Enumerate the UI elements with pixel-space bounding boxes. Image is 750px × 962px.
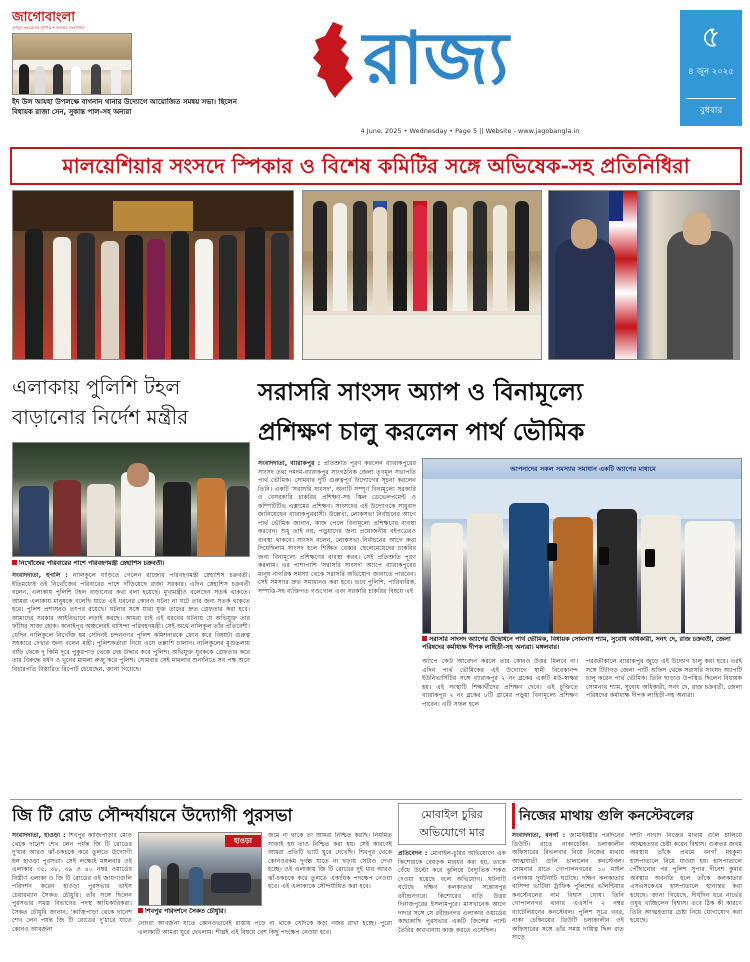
gt-road-photo: [138, 832, 262, 906]
meeting-photo: [302, 190, 542, 360]
gt-road-headline: জি টি রোড সৌন্দর্যায়নে উদ্যোগী পুরসভা: [12, 806, 293, 826]
police-body: [12, 572, 250, 794]
mobile-body-text: মোবাইল-চুরির অভিযোগে এক কিশোরকে বেধড়ক মারধর করা হয়, তাকে বেঁধে উল্টো করে ঝুলিয়ে বৈদ্যুতিক শকও দেওয়া হয়েছে বলে অভিযোগ। ঘটনাটি ঘটেছে দক্ষিণ কলকাতার সন্তোষপুর রবীন্দ্রনগরে। কিশোরের বাড়ি উত্তর দিনাজপুরের ইসলামপুরে। মাসখানেক আগে দাদার সঙ্গে সে রবীন্দ্রনগর এলাকার ওয়ার্ডের কাছাকাছি পুরসভার একটি জিন্সের প্যান্ট তৈরির কারখানায় কাজ করতে এসেছিল।: [398, 850, 506, 934]
gt-road-caption: শিবপুর পরিদর্শনে সৈকত চৌধুরি।: [138, 908, 262, 917]
page-title: [305, 10, 575, 110]
police-body-text: নালিকুলে বাড়িতে গেলেন রাজ্যের পরিবহণমন্ত্রী স্নেহাশিস চক্রবর্তী। ইতিমধ্যেই ওই নিখোঁজের পরিবারের পাশে দাঁড়িয়েছে রাজ্য সরকার। এদিন স্নেহাশিস চক্রবর্তী বলেন, এলাকায় পুলিশি টহল বাড়ানোর কথা বলা হয়েছে। মুখ্যমন্ত্রীও বলেছেন সতর্ক থাকতে। আমরা এলাকায় মানুষকে বলেছি যাতে এই ধরনের কোনও ঘটনা না ঘটে তার জন্য সতর্ক থাকতে হবে। পুলিশ প্রশাসনও তৎপর রয়েছে। ঘটনার সঙ্গে যারা যুক্ত তাদের দ্রুত গ্রেফতার করা হবে। আমাদের সরকার আইনিভাবে লড়াই করছে। আমরা চাই এই ধরনের ঘটনায় যে অভিযুক্ত তার ফাঁসির সাজা হোক। কানাইপুর অঞ্চলেরই বাসিন্দা পরিবহণমন্ত্রী। সেই অর্থে নালিকুল তাঁর প্রতিবেশী। যেদিন নালিকুলে নিখোঁজ হয় সেদিনই চন্দননগর পুলিশ কমিশনারকে ফোন করে বিষয়টা গুরুত্ব সহকারে দেখার জন্য বলেন মন্ত্রী। পুলিশকর্তারা নিয়ে এসে তল্লাশি চালান। নালিকুলের মুগুতলায় বাড়ি থেকে দু কিমি দূরে পুকুরপাড় থেকে দেহ উদ্ধার করে পুলিশ। অভিযুক্ত যুবককে গ্রেফতার করে তার বিরুদ্ধে ধর্ষণ ও খুনের মামলা রুজু করে পুলিশ। সোমবার সেই মামলার শুনানিতে সব পক্ষ শুনে বিচারপতি বিস্তারিত রিপোর্ট চেয়েছেন, জানা গিয়েছে।: [12, 572, 250, 673]
app-headline: [258, 372, 742, 454]
app-col1: [258, 460, 416, 794]
constable-col1-text: জামাইষষ্ঠীর পরদিনের ডিউটি। রাতে নাকাচেকিং চলাকালীন অফিসারের রিভলবার নিয়ে নিজের মাথায় আত্মঘাতী গুলি চালালেন কনস্টেবল। সোমবার রাতে গোপালনগরের ১০ মাইল এলাকায় দুর্ঘটনাটি ঘটেছে। দক্ষিণ কলকাতার বাসিন্দা ভাটিয়া ট্রাফিক পুলিশের ভলিন্টিয়ার কনস্টেবলের নাম বিশ্বাস ঘোষ। তিনি গোপালনগর থানার এএসপি ২ নম্বর ব্যাটেলিয়নের কনস্টেবল। পুলিশ সূত্রে খবর, নাকা চেকিংয়ের ডিউটি চলাকালীন ওই অফিসারের সঙ্গে তাঁর সমস্ত দায়িত্ব ছিল রাত সাড়ে: [512, 832, 624, 941]
app-col2: অ্যাপে কেউ আবেদন করলে তার কোনও উত্তর মিলবে না। এদিন পার্থ ভৌমিকের এই উদ্যোগে স্বামী বিবেকানন্দ ইউনিভার্সিটির সঙ্গে ব্যারাকপুর ২ নং ব্লকের একটি মউ-স্বাক্ষর হয়। এই সংস্থাটি শিক্ষার্থীদের প্রশিক্ষণ দেবে। এই চুক্তিতে ব্যারাকপুর ২ নং ব্লকের ৮টি গ্রামের পড়ুয়া বিনামূল্যে প্রশিক্ষণ পাবেন। এটি সফল হলে: [422, 658, 578, 708]
constable-col1: [512, 832, 624, 956]
masthead-title: রাজ্য: [363, 15, 509, 100]
constable-col2: দশটা নাগাদ নিজের মাথায় গুলি চালিয়ে আত্মহত্যার চেষ্টা করেন বিশ্বাস। গুরুতর জখম অবস্থায় তাঁকে প্রথমে বনগাঁ মহকুমা হাসপাতালে নিয়ে যাওয়া হয়। হাসপাতালে পৌঁছানোর পর পুলিশ সুপার দীনেশ কুমার অবস্থার অবনতি হলে তাঁকে কলকাতার এসএসকেএম হাসপাতালে স্থানান্তর করা হয়েছে। জানা গিয়েছে, দীর্ঘদিন ধরে নার্ভের ওষুধ খাচ্ছিলেন বিশ্বাস। তবে ঠিক কী কারণে তিনি আত্মহত্যার চেষ্টা নিয়ে যোগাযোগ করা হয়েছে।: [630, 832, 742, 924]
handshake-photo: [548, 190, 740, 360]
minister-caption: নিখোঁজের পরিবারের পাশে পরিবহণমন্ত্রী স্নেহাশিস চক্রবর্তী।: [12, 560, 250, 569]
mobile-headline: [398, 803, 506, 845]
issue-date: ৪ জুন ২০২৫: [688, 67, 734, 77]
section-divider: [10, 799, 742, 800]
weekday: বুধবার: [699, 106, 723, 116]
gt-road-col2: জমে না থাকে তা আমরা নিশ্চিত করছি। নিয়মিত সাফাই হয় তাও নিশ্চিত করা হয়। সেই কারণেই আমরা প্রতিটি ভ্যাট ঘুরে দেখেছি। শিবপুর থেকে কোনওরকম দুর্গন্ধ যাতে না ছড়ায় সেটাও দেখা হচ্ছে। ওই এলাকায় জি টি রোডের দুই ধার আরও ঝাঁ-চকচকে করে তুলতে একাধিক পদক্ষেপ নেওয়া হবে। এই এলাকাকে সৌন্দর্যায়িত করা হবে।: [268, 832, 392, 890]
app-launch-photo: [422, 458, 742, 634]
mobile-body: [398, 850, 506, 956]
page-number: ৫: [701, 20, 721, 55]
date-box: [680, 10, 742, 126]
police-headline: [12, 372, 250, 436]
bengal-map-icon: [305, 20, 365, 100]
promo-photo: [12, 33, 132, 95]
promo-box: [10, 8, 240, 126]
banner-headline: [10, 147, 742, 185]
app-headline-line2: প্রশিক্ষণ চালু করলেন পার্থ ভৌমিক: [258, 418, 585, 446]
divider: [686, 98, 736, 99]
police-byline: সংবাদদাতা, হুগলি :: [12, 572, 68, 579]
brand-tagline: তৃণমূল কংগ্রেসের মুখপত্র • বাংলার সংবাদপত্র: [12, 25, 85, 30]
mobile-headline-line2: অভিযোগে মার: [419, 826, 485, 839]
gt-road-col1: [12, 832, 132, 956]
app-headline-line1: সরাসরি সাংসদ অ্যাপ ও বিনামূল্যে: [258, 378, 583, 406]
howrah-tag: হাওড়া: [225, 835, 261, 847]
brand-logo: জাগোবাংলা: [12, 10, 75, 25]
app-col3: পরবর্তীকালে ব্যারাকপুর জুড়ে এই উদ্যোগ চালু করা হবে। এরই সঙ্গে টিটাগড় জেলা পার্টি অফিস থেকে সরাসরি সাংসদ অ্যাপটি চালু করেন পার্থ ভৌমিক। তিনি ছাড়াও উপস্থিত ছিলেন বিধায়ক সোমনাথ শ্যাম, সুবোধ অধিকারী, সনৎ দে, রাজ চক্রবর্তী, জেলা পরিষদের কর্মাধ্যক্ষ দীপক লাহিড়ী-সহ অন্যরা।: [586, 658, 742, 699]
police-headline-line2: বাড়ানোর নির্দেশ মন্ত্রীর: [12, 405, 189, 429]
mobile-byline: প্রতিবেদন :: [398, 850, 428, 857]
gt-road-byline: সংবাদদাতা, হাওড়া :: [12, 832, 66, 839]
app-photo-banner: আপনাদের সকল সমস্যার সমাধান একটি অ্যাপের মাধ্যমে: [510, 465, 656, 473]
app-col1-text: প্রতিশ্রুতি পূরণ করলেন ব্যারাকপুরের সাংসদ তথা দমদম-ব্যারাকপুর সাংগঠনিক জেলা তৃণমূল সভাপতি পার্থ ভৌমিক। সোমবার দুটি গুরুত্বপূর্ণ উদ্যোগের সূচনা করলেন তিনি। একটি 'সরাসরি সাংসদ', অন্যটি সম্পূর্ণ বিনামূল্যে সরকারি ও বেসরকারি চাকরির প্রশিক্ষণ-সহ স্কিল ডেভেলপমেন্ট ও কম্পিটিটিভ এক্সামের প্রশিক্ষণ। সাংসদের এই উদ্যোগকে সাধুবাদ জানিয়েছেন ব্যারাকপুরবাসী। উল্লেখ্য, লোকসভা নির্বাচনের আগে পার্থ ভৌমিক জানান, কাজ পেলে বিনামূল্যে প্রশিক্ষণের ব্যবস্থা করবেন। শুধু তাই নয়, পড়ুয়াদের জন্য প্রয়োজনীয় বইপত্রেরও ব্যবস্থা থাকবে। সাংসদ বলেন, লোকসভা নির্বাচনের আগে কথা দিয়েছিলাম সাংসদ হলে শিক্ষিত বেকার ছেলেমেয়েদের চাকরির জন্য বিনামূল্যে প্রশিক্ষণের ব্যবস্থা করব। সেই প্রতিশ্রুতি পূরণ করলাম। এর পাশাপাশি 'সরাসরি সাংসদ' অ্যাপে ব্যারাকপুরের মানুষ নাগরিক সমস্যা থেকে সরাসরি অভিযোগ জানাতে পারবেন। সেই সমস্যার দ্রুত সমাধানও করা হবে। তবে পুলিশি, পারিবারিক, সম্পত্তি-সহ ব্যক্তিগত গণ্ডগোল এবং সরকারি চাকরির বিষয়ে এই: [258, 460, 416, 595]
mobile-headline-line1: মোবাইল চুরির: [421, 808, 483, 821]
app-caption: সরাসরি সাংসদ অ্যাপের উদ্বোধনে পার্থ ভৌমিক, বিধায়ক সোমনাথ শ্যাম, সুবোধ অধিকারী, সনৎ দে, রাজ চক্রবর্তী, জেলা পরিষদের কর্মাধ্যক্ষ দীপক লাহিড়ী-সহ অন্যরা। মঙ্গলবার।: [422, 636, 731, 651]
dateline: 4 June, 2025 • Wednesday • Page 5 || Website - www.jagobangla.in: [360, 127, 580, 135]
constable-byline: সংবাদদাতা, বনগাঁ :: [512, 832, 566, 839]
banner-headline-text: মালয়েশিয়ার সংসদে স্পিকার ও বিশেষ কমিটির সঙ্গে অভিষেক-সহ প্রতিনিধিরা: [62, 154, 690, 178]
constable-headline: নিজের মাথায় গুলি কনস্টেবলের: [512, 803, 742, 829]
minister-photo: [12, 442, 250, 557]
promo-text: ইদ উল আযহা উপলক্ষে বাগনান থানার উদ্যোগে আয়োজিত সমন্বয় সভা। ছিলেন বিধায়ক রাজা সেন, সুকান্ত পাল-সহ অন্যরা: [12, 98, 237, 116]
parliament-photo: [12, 190, 294, 360]
police-headline-line1: এলাকায় পুলিশি টহল: [12, 375, 181, 399]
gt-road-col3: নোংরা আবর্জনা যাতে কোনওভাবেই রাস্তায় পড়ে না থাকে সেদিকে কড়া নজর রাখা হচ্ছে। পুরো এলাকাটি আমরা ঘুরে দেখলাম। শীঘ্রই এই বিষয়ে বেশ কিছু পদক্ষেপ নেওয়া হবে।: [138, 920, 392, 936]
app-byline: সংবাদদাতা, ব্যারাকপুর :: [258, 460, 321, 467]
gt-road-col1-text: শিবপুর কাজিপাড়ার মোড় থেকে দানেশ শেখ লেন পর্যন্ত জি টি রোডের দু'ধার আরও ঝাঁ-চকচকে করে তুলতে উদ্যোগী হল হাওড়া পুরসভা। সেই লক্ষ্যেই মঙ্গলবার ওই এলাকার ৩৫, ৩৮, ৩৯ ও ৪০ নম্বর ওয়ার্ডের বিস্তীর্ণ এলাকা ও জি টি রোডের ওই জায়গাগুলি পরিদর্শন করেন হাওড়া পুরসভার ভাইস চেয়ারম্যান সৈকত চৌধুরি। তাঁর সঙ্গে ছিলেন পুরসভার সমস্ত বিভাগের পদস্থ আধিকারিকরা। সৈকত চৌধুরি জানান, 'কাজিপাড়া থেকে দানেশ শেখ লেন পর্যন্ত জি টি রোডের দু'ধারে যাতে কোনও আবর্জনা: [12, 832, 132, 933]
